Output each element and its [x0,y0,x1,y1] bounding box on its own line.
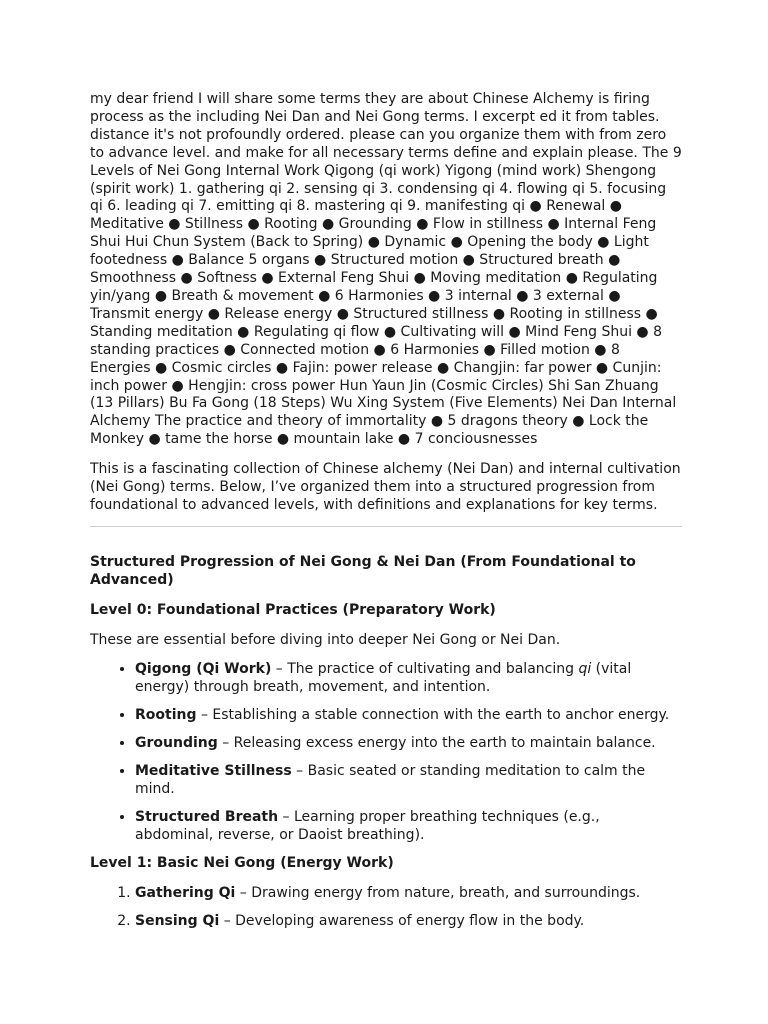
section-divider [90,526,682,527]
answer-intro-text: This is a fascinating collection of Chinese alchemy (Nei Dan) and internal cultivation (Nei Gong) terms. Below, I’ve organized them into a structured progression from foundational to advanced levels, with definitions and explanations for key terms. [90,461,681,513]
term-label: Rooting [135,707,197,724]
term-description: – Basic seated or standing meditation to calm the mind. [135,763,646,797]
document-content [90,91,682,940]
term-description: – Releasing excess energy into the earth to maintain balance. [217,735,656,752]
level-1-list [90,885,682,931]
term-label: Meditative Stillness [135,763,292,780]
term-label: Grounding [135,735,218,752]
term-description: – Developing awareness of energy flow in the body. [219,912,585,929]
term-description: (vital energy) through breath, movement, and intention. [135,661,632,696]
term-description: – Establishing a stable connection with the earth to anchor energy. [196,707,670,724]
term-description: – Drawing energy from nature, breath, and surroundings. [235,884,641,901]
list-item [135,707,682,725]
list-item [135,885,682,903]
list-item [135,809,682,845]
list-item [135,913,682,931]
term-label: Sensing Qi [135,912,220,929]
term-emphasis: qi [578,661,592,678]
term-label: Structured Breath [135,808,279,825]
list-item [135,763,682,799]
list-item [135,735,682,753]
term-description: – Learning proper breathing techniques (e.g., abdominal, reverse, or Daoist breathing). [135,808,600,843]
term-label: Qigong (Qi Work) [135,661,272,678]
level-0-heading: Level 0: Foundational Practices (Preparatory Work) [90,601,496,618]
term-label: Gathering Qi [135,884,236,901]
level-1-heading: Level 1: Basic Nei Gong (Energy Work) [90,854,394,871]
list-item [135,661,682,697]
level-0-intro: These are essential before diving into deeper Nei Gong or Nei Dan. [90,631,561,648]
term-description: – The practice of cultivating and balancing [271,661,579,678]
user-question-text: my dear friend I will share some terms they are about Chinese Alchemy is firing process as the including Nei Dan and Nei Gong terms. I excerpt ed it from tables. distance it's not profoundly ordered. please can you organize them with from zero to advance level. and make for all necessary terms define and explain please. The 9 Levels of Nei Gong Internal Work Qigong (qi work) Yigong (mind work) Shengong (spirit work) 1. gathering qi 2. sensing qi 3. condensing qi 4. flowing qi 5. focusing qi 6. leading qi 7. emitting qi 8. mastering qi 9. manifesting qi ● Renewal ● Meditative ● Stillness ● Rooting ● Grounding ● Flow in stillness ● Internal Feng Shui Hui Chun System (Back to Spring) ● Dynamic ● Opening the body ● Light footedness ● Balance 5 organs ● Structured motion ● Structured breath ● Smoothness ● Softness ● External Feng Shui ● Moving meditation ● Regulating yin/yang ● Breath & movement ● 6 Harmonies ● 3 internal ● 3 external ● Transmit energy ● Release energy ● Structured stillness ● Rooting in stillness ● Standing meditation ● Regulating qi flow ● Cultivating will ● Mind Feng Shui ● 8 standing practices ● Connected motion ● 6 Harmonies ● Filled motion ● 8 Energies ● Cosmic circles ● Fajin: power release ● Changjin: far power ● Cunjin: inch power ● Hengjin: cross power Hun Yaun Jin (Cosmic Circles) Shi San Zhuang (13 Pillars) Bu Fa Gong (18 Steps) Wu Xing System (Five Elements) Nei Dan Internal Alchemy The practice and theory of immortality ● 5 dragons theory ● Lock the Monkey ● tame the horse ● mountain lake ● 7 conciousnesses [90,91,682,448]
level-0-list [90,661,682,844]
section-title: Structured Progression of Nei Gong & Nei Dan (From Foundational to Advanced) [90,553,636,588]
